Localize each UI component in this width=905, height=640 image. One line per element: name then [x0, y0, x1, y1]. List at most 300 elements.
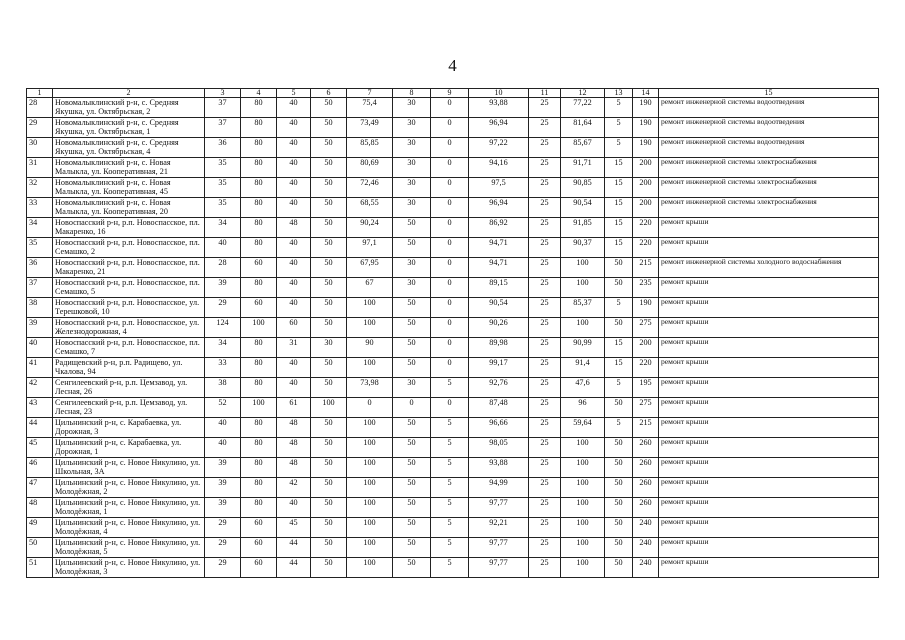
- value-cell: 96,94: [469, 198, 529, 218]
- address-cell: Новоспасский р-н, р.п. Новоспасское, пл. Макаренко, 16: [53, 218, 205, 238]
- work-type-cell: ремонт инженерной системы водоотведения: [659, 98, 879, 118]
- column-number: 12: [561, 89, 605, 98]
- work-type-cell: ремонт крыши: [659, 318, 879, 338]
- address-cell: Цильнинский р-н, с. Карабаевка, ул. Дорожная, 1: [53, 438, 205, 458]
- value-cell: 275: [633, 398, 659, 418]
- value-cell: 50: [311, 458, 347, 478]
- value-cell: 50: [393, 438, 431, 458]
- value-cell: 40: [277, 98, 311, 118]
- value-cell: 50: [393, 538, 431, 558]
- table-row: [27, 238, 879, 258]
- row-number-cell: 47: [27, 478, 53, 498]
- work-type-cell: ремонт крыши: [659, 358, 879, 378]
- value-cell: 25: [529, 378, 561, 398]
- value-cell: 0: [431, 398, 469, 418]
- value-cell: 67: [347, 278, 393, 298]
- value-cell: 5: [431, 538, 469, 558]
- value-cell: 100: [347, 518, 393, 538]
- value-cell: 124: [205, 318, 241, 338]
- value-cell: 25: [529, 278, 561, 298]
- value-cell: 50: [605, 558, 633, 578]
- value-cell: 25: [529, 98, 561, 118]
- value-cell: 50: [311, 278, 347, 298]
- value-cell: 39: [205, 278, 241, 298]
- address-cell: Радищевский р-н, р.п. Радищево, ул. Чкалова, 94: [53, 358, 205, 378]
- address-cell: Сенгилеевский р-н, р.п. Цемзавод, ул. Лесная, 23: [53, 398, 205, 418]
- value-cell: 220: [633, 218, 659, 238]
- value-cell: 29: [205, 538, 241, 558]
- value-cell: 25: [529, 298, 561, 318]
- value-cell: 80: [241, 138, 277, 158]
- row-number-cell: 28: [27, 98, 53, 118]
- value-cell: 25: [529, 558, 561, 578]
- value-cell: 240: [633, 538, 659, 558]
- value-cell: 15: [605, 358, 633, 378]
- value-cell: 50: [311, 378, 347, 398]
- address-cell: Цильнинский р-н, с. Новое Никулино, ул. Школьная, 3А: [53, 458, 205, 478]
- value-cell: 30: [393, 138, 431, 158]
- value-cell: 90,54: [469, 298, 529, 318]
- value-cell: 0: [431, 318, 469, 338]
- value-cell: 100: [561, 518, 605, 538]
- value-cell: 35: [205, 178, 241, 198]
- value-cell: 45: [277, 518, 311, 538]
- value-cell: 5: [431, 518, 469, 538]
- value-cell: 40: [277, 138, 311, 158]
- work-type-cell: ремонт крыши: [659, 398, 879, 418]
- value-cell: 29: [205, 298, 241, 318]
- value-cell: 61: [277, 398, 311, 418]
- value-cell: 44: [277, 558, 311, 578]
- value-cell: 100: [561, 498, 605, 518]
- value-cell: 39: [205, 458, 241, 478]
- value-cell: 92,76: [469, 378, 529, 398]
- address-cell: Цильнинский р-н, с. Новое Никулино, ул. Молодёжная, 5: [53, 538, 205, 558]
- value-cell: 44: [277, 538, 311, 558]
- value-cell: 25: [529, 358, 561, 378]
- value-cell: 50: [311, 218, 347, 238]
- value-cell: 40: [277, 258, 311, 278]
- value-cell: 40: [277, 358, 311, 378]
- table-row: [27, 398, 879, 418]
- table-row: [27, 278, 879, 298]
- value-cell: 100: [561, 318, 605, 338]
- row-number-cell: 30: [27, 138, 53, 158]
- table-row: [27, 478, 879, 498]
- value-cell: 75,4: [347, 98, 393, 118]
- address-cell: Новомалыклинский р-н, с. Новая Малыкла, ул. Кооперативная, 45: [53, 178, 205, 198]
- value-cell: 25: [529, 318, 561, 338]
- table-row: [27, 518, 879, 538]
- value-cell: 90,37: [561, 238, 605, 258]
- value-cell: 0: [431, 278, 469, 298]
- value-cell: 80: [241, 218, 277, 238]
- value-cell: 190: [633, 298, 659, 318]
- value-cell: 90,99: [561, 338, 605, 358]
- address-cell: Новоспасский р-н, р.п. Новоспасское, ул. Терешковой, 10: [53, 298, 205, 318]
- value-cell: 80: [241, 98, 277, 118]
- value-cell: 91,85: [561, 218, 605, 238]
- value-cell: 25: [529, 238, 561, 258]
- value-cell: 260: [633, 458, 659, 478]
- value-cell: 0: [431, 238, 469, 258]
- work-type-cell: ремонт крыши: [659, 498, 879, 518]
- value-cell: 59,64: [561, 418, 605, 438]
- value-cell: 0: [431, 358, 469, 378]
- table-row: [27, 98, 879, 118]
- table-row: [27, 438, 879, 458]
- value-cell: 94,71: [469, 258, 529, 278]
- value-cell: 93,88: [469, 458, 529, 478]
- value-cell: 80: [241, 458, 277, 478]
- table-row: [27, 298, 879, 318]
- column-number: 15: [659, 89, 879, 98]
- value-cell: 50: [393, 518, 431, 538]
- work-type-cell: ремонт крыши: [659, 478, 879, 498]
- value-cell: 5: [431, 438, 469, 458]
- value-cell: 50: [311, 358, 347, 378]
- value-cell: 30: [393, 98, 431, 118]
- value-cell: 200: [633, 158, 659, 178]
- value-cell: 94,99: [469, 478, 529, 498]
- row-number-cell: 37: [27, 278, 53, 298]
- work-type-cell: ремонт крыши: [659, 538, 879, 558]
- value-cell: 80: [241, 158, 277, 178]
- value-cell: 260: [633, 478, 659, 498]
- value-cell: 25: [529, 178, 561, 198]
- column-number: 2: [53, 89, 205, 98]
- value-cell: 50: [393, 318, 431, 338]
- value-cell: 50: [605, 278, 633, 298]
- value-cell: 5: [431, 378, 469, 398]
- value-cell: 80: [241, 198, 277, 218]
- row-number-cell: 31: [27, 158, 53, 178]
- value-cell: 25: [529, 258, 561, 278]
- address-cell: Цильнинский р-н, с. Новое Никулино, ул. Молодёжная, 4: [53, 518, 205, 538]
- table-row: [27, 118, 879, 138]
- value-cell: 215: [633, 258, 659, 278]
- value-cell: 235: [633, 278, 659, 298]
- value-cell: 25: [529, 158, 561, 178]
- address-cell: Новомалыклинский р-н, с. Средняя Якушка, ул. Октябрьская, 1: [53, 118, 205, 138]
- value-cell: 91,71: [561, 158, 605, 178]
- value-cell: 72,46: [347, 178, 393, 198]
- row-number-cell: 46: [27, 458, 53, 478]
- value-cell: 50: [393, 418, 431, 438]
- value-cell: 0: [431, 178, 469, 198]
- table-row: [27, 218, 879, 238]
- work-type-cell: ремонт крыши: [659, 278, 879, 298]
- value-cell: 50: [311, 498, 347, 518]
- address-cell: Цильнинский р-н, с. Карабаевка, ул. Дорожная, 3: [53, 418, 205, 438]
- address-cell: Новоспасский р-н, р.п. Новоспасское, ул. Железнодорожная, 4: [53, 318, 205, 338]
- value-cell: 50: [311, 98, 347, 118]
- column-number: 14: [633, 89, 659, 98]
- value-cell: 80: [241, 238, 277, 258]
- value-cell: 38: [205, 378, 241, 398]
- value-cell: 30: [393, 278, 431, 298]
- row-number-cell: 44: [27, 418, 53, 438]
- value-cell: 50: [605, 258, 633, 278]
- value-cell: 50: [393, 338, 431, 358]
- value-cell: 39: [205, 498, 241, 518]
- value-cell: 89,98: [469, 338, 529, 358]
- value-cell: 30: [393, 378, 431, 398]
- value-cell: 48: [277, 438, 311, 458]
- value-cell: 97,77: [469, 498, 529, 518]
- value-cell: 0: [431, 198, 469, 218]
- value-cell: 80: [241, 338, 277, 358]
- value-cell: 5: [605, 298, 633, 318]
- column-number: 3: [205, 89, 241, 98]
- row-number-cell: 29: [27, 118, 53, 138]
- value-cell: 29: [205, 558, 241, 578]
- value-cell: 35: [205, 158, 241, 178]
- value-cell: 5: [605, 418, 633, 438]
- row-number-cell: 42: [27, 378, 53, 398]
- register-table: [26, 88, 879, 578]
- value-cell: 195: [633, 378, 659, 398]
- value-cell: 100: [561, 478, 605, 498]
- column-number: 8: [393, 89, 431, 98]
- address-cell: Новоспасский р-н, р.п. Новоспасское, пл. Семашко, 2: [53, 238, 205, 258]
- work-type-cell: ремонт крыши: [659, 378, 879, 398]
- value-cell: 50: [311, 298, 347, 318]
- value-cell: 100: [347, 438, 393, 458]
- value-cell: 5: [431, 458, 469, 478]
- value-cell: 50: [393, 218, 431, 238]
- value-cell: 68,55: [347, 198, 393, 218]
- value-cell: 50: [605, 438, 633, 458]
- row-number-cell: 45: [27, 438, 53, 458]
- value-cell: 25: [529, 198, 561, 218]
- value-cell: 25: [529, 438, 561, 458]
- value-cell: 33: [205, 358, 241, 378]
- value-cell: 40: [277, 298, 311, 318]
- value-cell: 40: [277, 238, 311, 258]
- value-cell: 215: [633, 418, 659, 438]
- value-cell: 0: [431, 258, 469, 278]
- value-cell: 90,54: [561, 198, 605, 218]
- table-row: [27, 178, 879, 198]
- value-cell: 5: [431, 498, 469, 518]
- value-cell: 0: [431, 98, 469, 118]
- value-cell: 34: [205, 338, 241, 358]
- value-cell: 0: [431, 138, 469, 158]
- value-cell: 60: [241, 298, 277, 318]
- value-cell: 50: [393, 558, 431, 578]
- value-cell: 94,16: [469, 158, 529, 178]
- row-number-cell: 41: [27, 358, 53, 378]
- value-cell: 100: [347, 558, 393, 578]
- value-cell: 47,6: [561, 378, 605, 398]
- value-cell: 50: [605, 458, 633, 478]
- value-cell: 100: [241, 318, 277, 338]
- value-cell: 25: [529, 418, 561, 438]
- table-row: [27, 378, 879, 398]
- value-cell: 90,26: [469, 318, 529, 338]
- value-cell: 220: [633, 358, 659, 378]
- column-number: 11: [529, 89, 561, 98]
- row-number-cell: 43: [27, 398, 53, 418]
- column-number: 5: [277, 89, 311, 98]
- value-cell: 80: [241, 438, 277, 458]
- value-cell: 100: [241, 398, 277, 418]
- work-type-cell: ремонт крыши: [659, 558, 879, 578]
- work-type-cell: ремонт инженерной системы водоотведения: [659, 118, 879, 138]
- value-cell: 50: [311, 318, 347, 338]
- value-cell: 0: [393, 398, 431, 418]
- value-cell: 90: [347, 338, 393, 358]
- work-type-cell: ремонт инженерной системы электроснабжения: [659, 178, 879, 198]
- value-cell: 80: [241, 418, 277, 438]
- table-row: [27, 358, 879, 378]
- value-cell: 89,15: [469, 278, 529, 298]
- value-cell: 25: [529, 538, 561, 558]
- value-cell: 260: [633, 498, 659, 518]
- address-cell: Новоспасский р-н, р.п. Новоспасское, пл. Семашко, 7: [53, 338, 205, 358]
- value-cell: 15: [605, 178, 633, 198]
- table-row: [27, 158, 879, 178]
- value-cell: 100: [347, 318, 393, 338]
- table-row: [27, 318, 879, 338]
- value-cell: 96,94: [469, 118, 529, 138]
- value-cell: 100: [347, 458, 393, 478]
- value-cell: 190: [633, 98, 659, 118]
- value-cell: 96,66: [469, 418, 529, 438]
- work-type-cell: ремонт инженерной системы электроснабжения: [659, 198, 879, 218]
- value-cell: 50: [605, 478, 633, 498]
- value-cell: 100: [347, 498, 393, 518]
- value-cell: 37: [205, 98, 241, 118]
- work-type-cell: ремонт крыши: [659, 518, 879, 538]
- column-number: 6: [311, 89, 347, 98]
- table-row: [27, 418, 879, 438]
- value-cell: 97,22: [469, 138, 529, 158]
- value-cell: 5: [431, 558, 469, 578]
- value-cell: 97,5: [469, 178, 529, 198]
- address-cell: Новомалыклинский р-н, с. Средняя Якушка, ул. Октябрьская, 4: [53, 138, 205, 158]
- value-cell: 81,64: [561, 118, 605, 138]
- value-cell: 50: [393, 478, 431, 498]
- value-cell: 97,77: [469, 538, 529, 558]
- value-cell: 50: [311, 198, 347, 218]
- value-cell: 50: [605, 398, 633, 418]
- value-cell: 50: [605, 538, 633, 558]
- value-cell: 25: [529, 498, 561, 518]
- work-type-cell: ремонт крыши: [659, 438, 879, 458]
- value-cell: 0: [431, 158, 469, 178]
- value-cell: 50: [311, 478, 347, 498]
- value-cell: 40: [277, 378, 311, 398]
- value-cell: 35: [205, 198, 241, 218]
- work-type-cell: ремонт крыши: [659, 298, 879, 318]
- value-cell: 50: [311, 138, 347, 158]
- value-cell: 96: [561, 398, 605, 418]
- value-cell: 50: [311, 258, 347, 278]
- value-cell: 5: [431, 478, 469, 498]
- value-cell: 15: [605, 238, 633, 258]
- work-type-cell: ремонт крыши: [659, 218, 879, 238]
- value-cell: 0: [347, 398, 393, 418]
- value-cell: 100: [347, 298, 393, 318]
- value-cell: 25: [529, 138, 561, 158]
- value-cell: 50: [393, 458, 431, 478]
- value-cell: 260: [633, 438, 659, 458]
- value-cell: 80: [241, 358, 277, 378]
- value-cell: 0: [431, 298, 469, 318]
- column-number: 7: [347, 89, 393, 98]
- value-cell: 48: [277, 458, 311, 478]
- value-cell: 30: [311, 338, 347, 358]
- value-cell: 97,1: [347, 238, 393, 258]
- value-cell: 50: [393, 358, 431, 378]
- row-number-cell: 36: [27, 258, 53, 278]
- table-row: [27, 458, 879, 478]
- work-type-cell: ремонт крыши: [659, 418, 879, 438]
- value-cell: 80,69: [347, 158, 393, 178]
- address-cell: Новомалыклинский р-н, с. Новая Малыкла, ул. Кооперативная, 21: [53, 158, 205, 178]
- value-cell: 100: [561, 258, 605, 278]
- value-cell: 50: [311, 438, 347, 458]
- value-cell: 99,17: [469, 358, 529, 378]
- value-cell: 80: [241, 178, 277, 198]
- value-cell: 50: [311, 558, 347, 578]
- value-cell: 30: [393, 118, 431, 138]
- work-type-cell: ремонт инженерной системы холодного водоснабжения: [659, 258, 879, 278]
- value-cell: 50: [311, 238, 347, 258]
- value-cell: 0: [431, 218, 469, 238]
- value-cell: 60: [241, 518, 277, 538]
- value-cell: 91,4: [561, 358, 605, 378]
- value-cell: 42: [277, 478, 311, 498]
- value-cell: 15: [605, 338, 633, 358]
- value-cell: 40: [277, 278, 311, 298]
- value-cell: 40: [277, 118, 311, 138]
- value-cell: 85,37: [561, 298, 605, 318]
- value-cell: 50: [311, 518, 347, 538]
- row-number-cell: 34: [27, 218, 53, 238]
- value-cell: 73,49: [347, 118, 393, 138]
- work-type-cell: ремонт крыши: [659, 338, 879, 358]
- value-cell: 100: [561, 538, 605, 558]
- row-number-cell: 35: [27, 238, 53, 258]
- value-cell: 40: [277, 198, 311, 218]
- column-number: 9: [431, 89, 469, 98]
- value-cell: 100: [311, 398, 347, 418]
- value-cell: 93,88: [469, 98, 529, 118]
- value-cell: 30: [393, 178, 431, 198]
- value-cell: 77,22: [561, 98, 605, 118]
- address-cell: Новомалыклинский р-н, с. Новая Малыкла, ул. Кооперативная, 20: [53, 198, 205, 218]
- value-cell: 40: [205, 238, 241, 258]
- column-number: 10: [469, 89, 529, 98]
- value-cell: 40: [205, 418, 241, 438]
- address-cell: Сенгилеевский р-н, р.п. Цемзавод, ул. Лесная, 26: [53, 378, 205, 398]
- value-cell: 98,05: [469, 438, 529, 458]
- value-cell: 30: [393, 198, 431, 218]
- value-cell: 40: [277, 178, 311, 198]
- value-cell: 85,67: [561, 138, 605, 158]
- value-cell: 240: [633, 518, 659, 538]
- row-number-cell: 51: [27, 558, 53, 578]
- value-cell: 50: [393, 298, 431, 318]
- row-number-cell: 50: [27, 538, 53, 558]
- value-cell: 190: [633, 138, 659, 158]
- row-number-cell: 49: [27, 518, 53, 538]
- value-cell: 86,92: [469, 218, 529, 238]
- value-cell: 39: [205, 478, 241, 498]
